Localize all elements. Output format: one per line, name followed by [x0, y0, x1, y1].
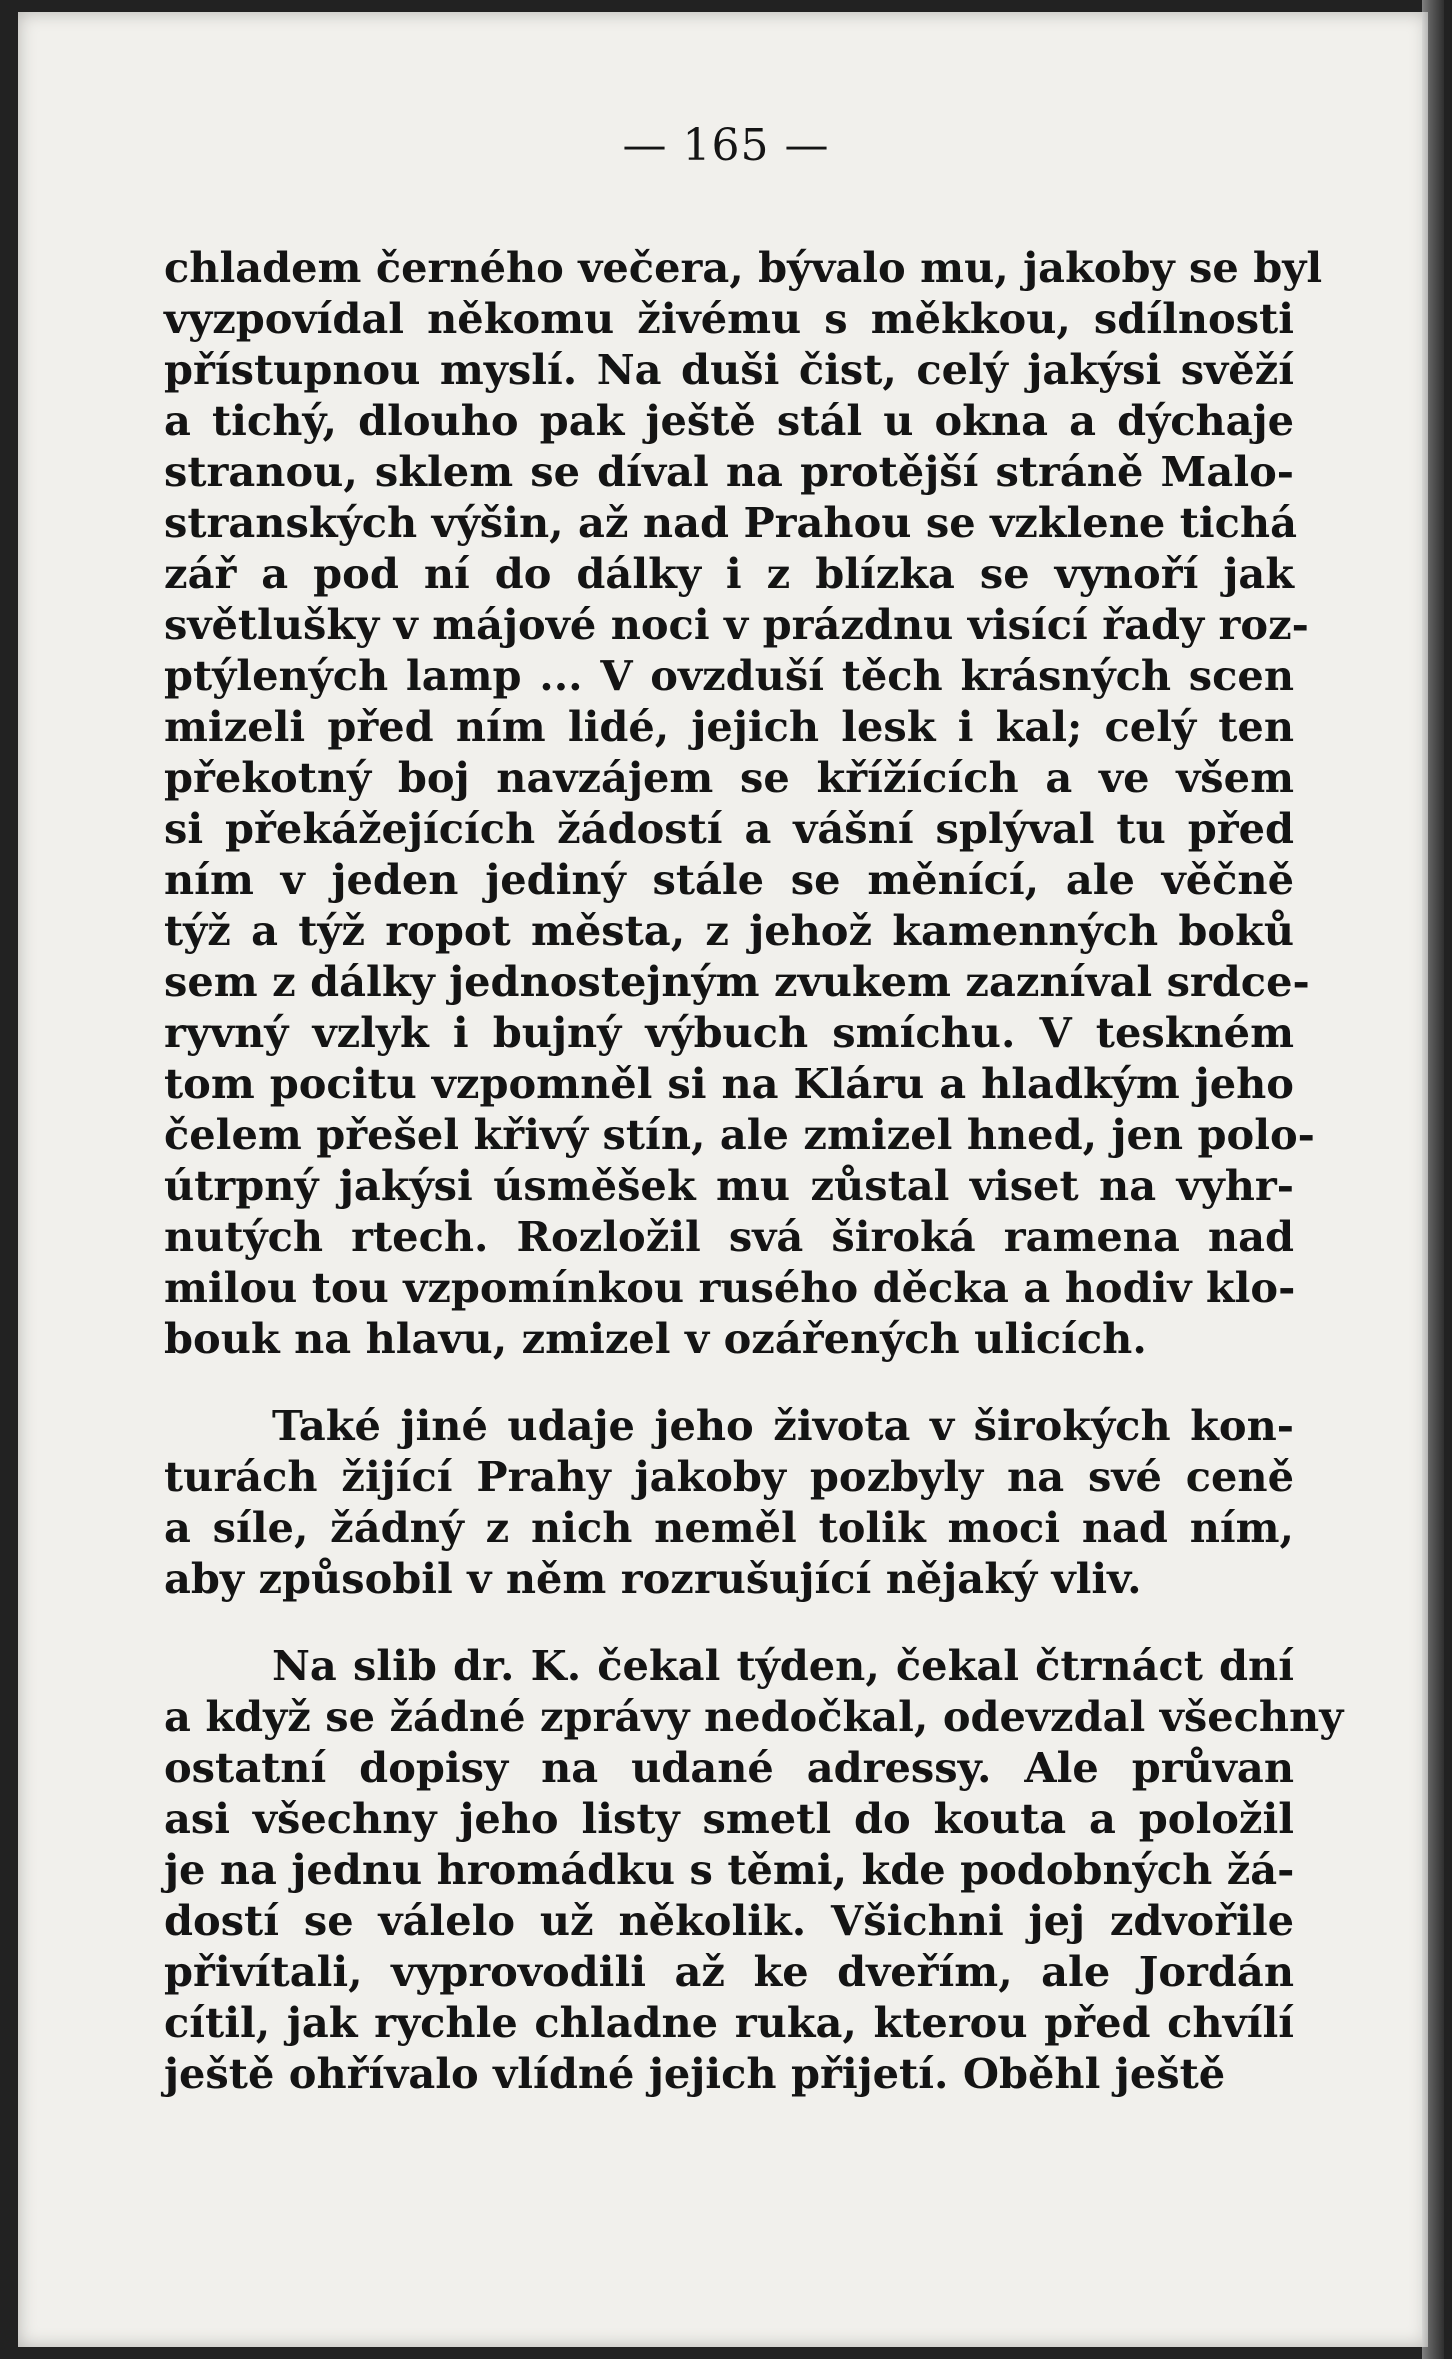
- page-number: — 165 —: [622, 120, 830, 171]
- text-line: stranských výšin, až nad Prahou se vzklene tichá: [164, 498, 1297, 547]
- page-edge-shadow: [1422, 0, 1444, 2359]
- text-line: přístupnou myslí. Na duši čist, celý jakýsi svěží: [164, 345, 1294, 394]
- text-line: útrpný jakýsi úsměšek mu zůstal viset na vyhr-: [164, 1161, 1294, 1210]
- text-line: a síle, žádný z nich neměl tolik moci nad ním,: [164, 1503, 1294, 1552]
- text-line: nutých rtech. Rozložil svá široká ramena nad: [164, 1212, 1294, 1261]
- paragraph: [164, 1400, 1294, 1604]
- text-line: turách žijící Prahy jakoby pozbyly na své ceně: [164, 1452, 1294, 1501]
- text-line: je na jednu hromádku s těmi, kde podobných žá-: [164, 1845, 1295, 1894]
- paragraph-gap: [164, 1364, 1294, 1400]
- text-line: dostí se válelo už několik. Všichni jej zdvořile: [164, 1896, 1294, 1945]
- text-line: ním v jeden jediný stále se měnící, ale věčně: [164, 855, 1294, 904]
- text-line: chladem černého večera, bývalo mu, jakoby se byl: [164, 243, 1323, 292]
- text-line: ostatní dopisy na udané adressy. Ale průvan: [164, 1743, 1294, 1792]
- text-line: stranou, sklem se díval na protější stráně Malo-: [164, 447, 1294, 496]
- text-line: Na slib dr. K. čekal týden, čekal čtrnáct dní: [272, 1641, 1294, 1690]
- text-line: vyzpovídal někomu živému s měkkou, sdílnosti: [164, 294, 1294, 343]
- text-line: tom pocitu vzpomněl si na Kláru a hladkým jeho: [164, 1059, 1294, 1108]
- text-line: sem z dálky jednostejným zvukem zazníval srdce-: [164, 957, 1310, 1006]
- text-line: ještě ohřívalo vlídné jejich přijetí. Oběhl ještě: [164, 2049, 1226, 2098]
- text-line: aby způsobil v něm rozrušující nějaký vliv.: [164, 1554, 1142, 1603]
- text-line: čelem přešel křivý stín, ale zmizel hned, jen polo-: [164, 1110, 1315, 1159]
- text-line: asi všechny jeho listy smetl do kouta a položil: [164, 1794, 1294, 1843]
- text-line: si překážejících žádostí a vášní splýval tu před: [164, 804, 1294, 853]
- text-line: milou tou vzpomínkou rusého děcka a hodiv klo-: [164, 1263, 1296, 1312]
- paragraph-gap: [164, 1604, 1294, 1640]
- text-line: bouk na hlavu, zmizel v ozářených ulicích.: [164, 1314, 1147, 1363]
- text-line: Také jiné udaje jeho života v širokých kon-: [272, 1401, 1294, 1450]
- text-line: cítil, jak rychle chladne ruka, kterou před chvílí: [164, 1998, 1294, 2047]
- body-text: [164, 242, 1344, 2099]
- text-line: ryvný vzlyk i bujný výbuch smíchu. V teskném: [164, 1008, 1294, 1057]
- text-line: a tichý, dlouho pak ještě stál u okna a dýchaje: [164, 396, 1294, 445]
- text-line: mizeli před ním lidé, jejich lesk i kal; celý ten: [164, 702, 1294, 751]
- text-line: ptýlených lamp ... V ovzduší těch krásných scen: [164, 651, 1294, 700]
- text-line: a když se žádné zprávy nedočkal, odevzdal všechny: [164, 1692, 1344, 1741]
- paragraph: [164, 242, 1323, 1364]
- text-line: týž a týž ropot města, z jehož kamenných boků: [164, 906, 1294, 955]
- text-line: zář a pod ní do dálky i z blízka se vynoří jak: [164, 549, 1294, 598]
- text-line: přivítali, vyprovodili až ke dveřím, ale Jordán: [164, 1947, 1294, 1996]
- text-line: světlušky v májové noci v prázdnu visící řady roz-: [164, 600, 1309, 649]
- text-line: překotný boj navzájem se křížících a ve všem: [164, 753, 1294, 802]
- paragraph: [164, 1640, 1344, 2099]
